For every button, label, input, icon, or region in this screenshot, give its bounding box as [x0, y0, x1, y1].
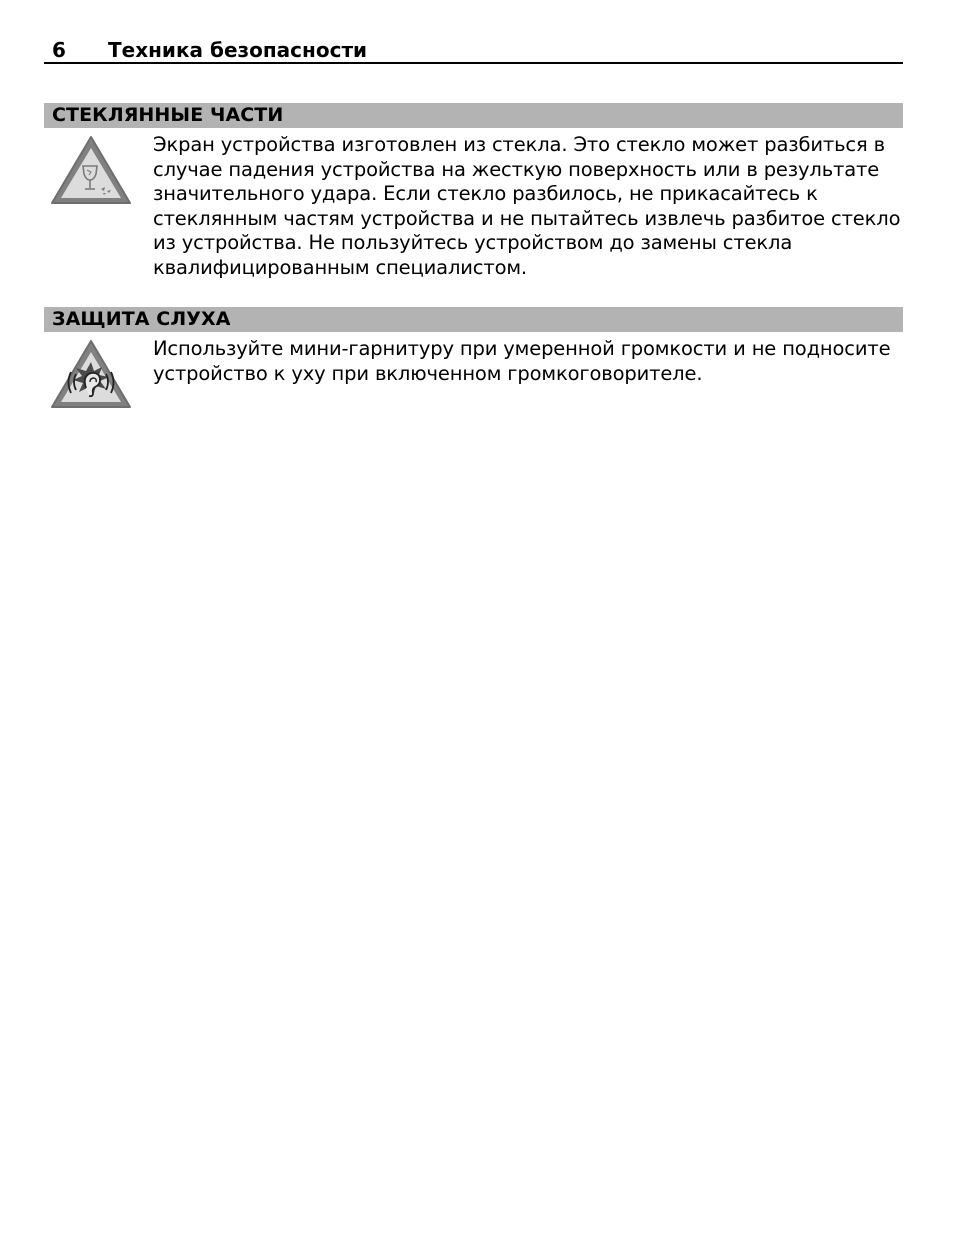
- page-number: 6: [52, 38, 66, 62]
- section-heading: ЗАЩИТА СЛУХА: [44, 307, 903, 332]
- section-glass-parts: [44, 103, 903, 279]
- section-body: [44, 337, 903, 417]
- broken-glass-warning-icon: [49, 134, 133, 206]
- chapter-title: Техника безопасности: [108, 38, 368, 62]
- page-header: [44, 38, 903, 64]
- section-heading: СТЕКЛЯННЫЕ ЧАСТИ: [44, 103, 903, 128]
- section-text: Используйте мини-гарнитуру при умеренной громкости и не подносите устройство к уху при включенном громкоговорителе.: [153, 337, 891, 385]
- section-body: [44, 133, 903, 279]
- section-text: Экран устройства изготовлен из стекла. Это стекло может разбиться в случае падения устройства на жесткую поверхность или в результате значительного удара. Если стекло разбилось, не прикасайтесь к стеклянным частям устройства и не пытайтесь извлечь разбитое стекло из устройства. Не пользуйтесь устройством до замены стекла квалифицированным специалистом.: [153, 133, 901, 279]
- section-hearing-protection: [44, 307, 903, 417]
- loud-noise-ear-warning-icon: [49, 338, 133, 410]
